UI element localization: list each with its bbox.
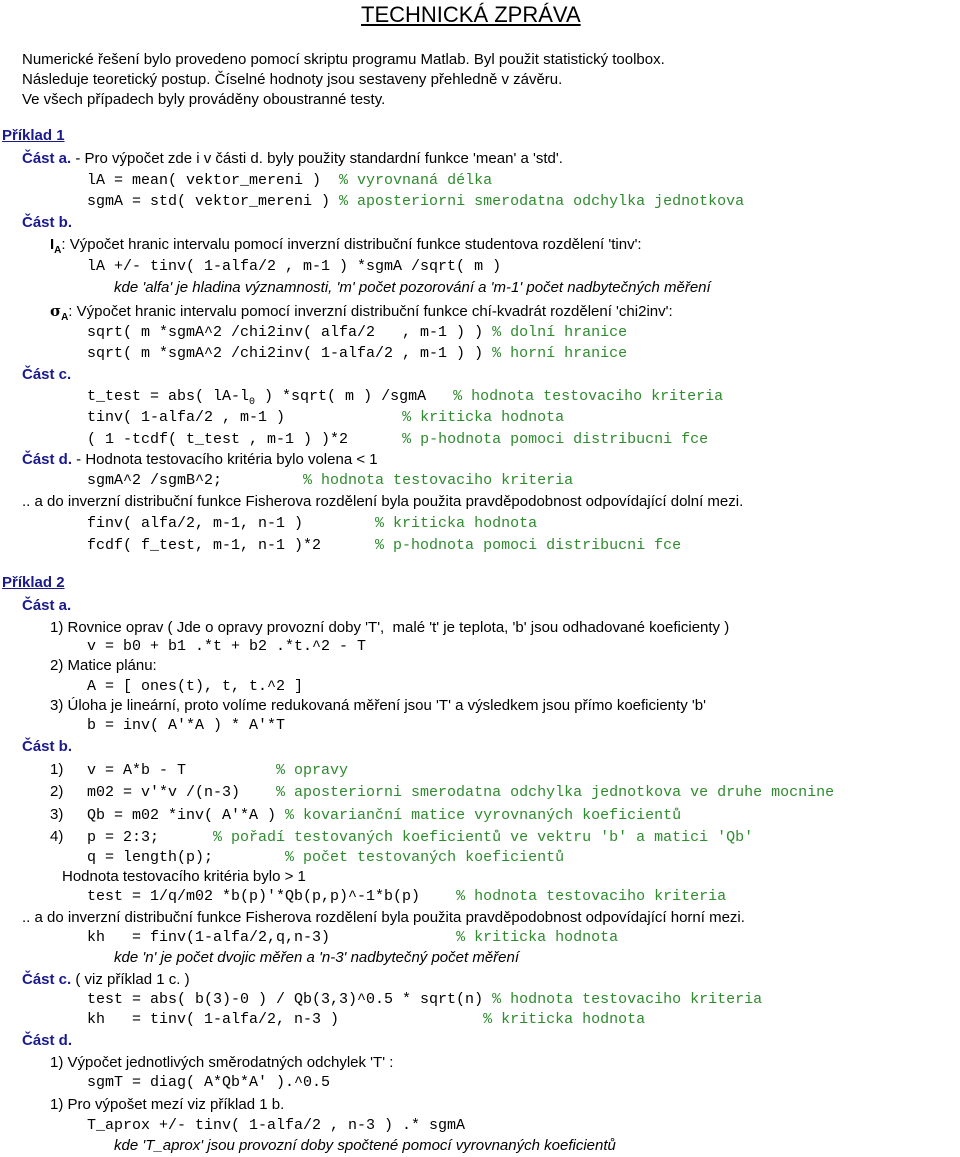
- ex2-b-code-7: [87, 929, 618, 947]
- code: t_test = abs( lA-l: [87, 388, 250, 405]
- code-comment: % kriticka hodnota: [456, 929, 619, 946]
- interval-symbol: I: [50, 236, 55, 253]
- code-comment: % p-hodnota pomoci distribucni fce: [402, 431, 709, 448]
- code: ( 1 -tcdf( t_test , m-1 ) )*2: [87, 431, 403, 448]
- ex1-part-d-text: - Hodnota testovacího kritéria bylo volena < 1: [72, 451, 378, 468]
- ex2-b-text-6: Hodnota testovacího kritéria bylo > 1: [62, 868, 306, 885]
- code-comment: % hodnota testovaciho kriteria: [492, 991, 763, 1008]
- ex1-b-interval-line: [50, 236, 642, 254]
- ex1-part-c-label: Část c.: [22, 366, 72, 383]
- ex2-a-text-3: 3) Úloha je lineární, proto volíme redukovaná měření jsou 'T' a výsledkem jsou přímo koeficienty 'b': [50, 697, 706, 714]
- ex2-d-code-2: T_aprox +/- tinv( 1-alfa/2 , n-3 ) .* sgmA: [87, 1117, 466, 1134]
- code: lA = mean( vektor_mereni ): [87, 172, 340, 189]
- ex2-b-code-5: [87, 849, 564, 867]
- ex1-b-code-1: lA +/- tinv( 1-alfa/2 , m-1 ) *sgmA /sqrt( m ): [87, 258, 502, 275]
- code-comment: % hodnota testovaciho kriteria: [456, 888, 727, 905]
- ex1-d-text-2: .. a do inverzní distribuční funkce Fisherova rozdělení byla použita pravděpodobnost odpovídající dolní mezi.: [22, 493, 744, 510]
- subscript: A: [54, 245, 62, 256]
- ex2-d-text-2: 1) Pro výpošet mezí viz příklad 1 b.: [50, 1096, 285, 1113]
- code-comment: % hodnota testovaciho kriteria: [453, 388, 724, 405]
- ex1-b-code-3: [87, 345, 627, 363]
- ex2-a-text-1: 1) Rovnice oprav ( Jde o opravy provozní doby 'T', malé 't' je teplota, 'b' jsou odhadované koeficienty ): [50, 619, 730, 636]
- code: p = 2:3;: [87, 829, 214, 846]
- code: sqrt( m *sgmA^2 /chi2inv( alfa/2 , m-1 ) ): [87, 324, 493, 341]
- ex2-d-text-1: 1) Výpočet jednotlivých směrodatných odchylek 'T' :: [50, 1054, 394, 1071]
- ex2-a-text-2: 2) Matice plánu:: [50, 657, 157, 674]
- code: sgmA = std( vektor_mereni ): [87, 193, 340, 210]
- ex2-d-code-1: sgmT = diag( A*Qb*A' ).^0.5: [87, 1074, 331, 1091]
- intro-line-1: Numerické řešení bylo provedeno pomocí skriptu programu Matlab. Byl použit statistický toolbox.: [22, 51, 665, 68]
- code-comment: % počet testovaných koeficientů: [285, 849, 565, 866]
- ex2-part-a-label: Část a.: [22, 597, 72, 614]
- ex2-b-code-2: [87, 784, 834, 802]
- ex1-c-code-1: [87, 388, 723, 406]
- ex1-b-note: kde 'alfa' je hladina významnosti, 'm' počet pozorování a 'm-1' počet nadbytečných měření: [114, 279, 711, 296]
- description: : Výpočet hranic intervalu pomocí inverzní distribuční funkce studentova rozdělení 'tinv':: [61, 236, 642, 253]
- ex2-a-code-3: b = inv( A'*A ) * A'*T: [87, 717, 286, 734]
- intro-line-2: Následuje teoretický postup. Číselné hodnoty jsou sestaveny přehledně v závěru.: [22, 71, 563, 88]
- example-2-heading: Příklad 2: [2, 574, 65, 591]
- ex2-a-code-2: A = [ ones(t), t, t.^2 ]: [87, 678, 304, 695]
- sigma-symbol: σ: [50, 302, 62, 320]
- code: ) *sqrt( m ) /sgmA: [255, 388, 454, 405]
- ex2-b-text-7: .. a do inverzní distribuční funkce Fisherova rozdělení byla použita pravděpodobnost odpovídající horní mezi.: [22, 909, 745, 926]
- code: kh = tinv( 1-alfa/2, n-3 ): [87, 1011, 484, 1028]
- ex1-d-code-2: [87, 515, 537, 533]
- code: v = A*b - T: [87, 762, 277, 779]
- ex1-d-code-1: [87, 472, 573, 490]
- ex1-a-code-2: [87, 193, 744, 211]
- code-comment: % opravy: [276, 762, 349, 779]
- code-comment: % horní hranice: [492, 345, 628, 362]
- code: sgmA^2 /sgmB^2;: [87, 472, 304, 489]
- ex1-part-d-line: [22, 451, 378, 469]
- example-1-heading: Příklad 1: [2, 127, 65, 144]
- subscript: 0: [249, 397, 256, 408]
- ex2-part-c-label: Část c.: [22, 971, 72, 988]
- ex2-part-c-line: [22, 971, 190, 989]
- ex1-a-code-1: [87, 172, 492, 190]
- code: sqrt( m *sgmA^2 /chi2inv( 1-alfa/2 , m-1 ) ): [87, 345, 493, 362]
- ex2-b-num-1: 1): [50, 761, 64, 778]
- ex2-b-code-1: [87, 762, 348, 780]
- code: m02 = v'*v /(n-3): [87, 784, 277, 801]
- code-comment: % vyrovnaná délka: [339, 172, 493, 189]
- code: q = length(p);: [87, 849, 286, 866]
- ex2-part-c-text: ( viz příklad 1 c. ): [71, 971, 190, 988]
- code: finv( alfa/2, m-1, n-1 ): [87, 515, 376, 532]
- ex2-c-code-1: [87, 991, 762, 1009]
- ex2-a-code-1: v = b0 + b1 .*t + b2 .*t.^2 - T: [87, 638, 367, 655]
- code-comment: % aposteriorni smerodatna odchylka jednotkova: [339, 193, 745, 210]
- ex2-b-num-4: 4): [50, 828, 64, 845]
- ex2-b-code-4: [87, 829, 753, 847]
- code-comment: % kriticka hodnota: [375, 515, 538, 532]
- ex2-d-note: kde 'T_aprox' jsou provozní doby spočtené pomocí vyrovnaných koeficientů: [114, 1137, 616, 1154]
- code: test = 1/q/m02 *b(p)'*Qb(p,p)^-1*b(p): [87, 888, 457, 905]
- subscript: A: [61, 312, 69, 323]
- ex2-b-num-2: 2): [50, 783, 64, 800]
- code-comment: % hodnota testovaciho kriteria: [303, 472, 574, 489]
- page-title: TECHNICKÁ ZPRÁVA: [361, 2, 581, 27]
- code-comment: % kovarianční matice vyrovnaných koeficientů: [285, 807, 682, 824]
- ex2-b-code-3: [87, 807, 681, 825]
- description: : Výpočet hranic intervalu pomocí inverzní distribuční funkce chí-kvadrát rozdělení 'chi2inv':: [68, 303, 673, 320]
- code: Qb = m02 *inv( A'*A ): [87, 807, 286, 824]
- code-comment: % aposteriorni smerodatna odchylka jednotkova ve druhe mocnine: [276, 784, 835, 801]
- ex2-part-d-label: Část d.: [22, 1032, 73, 1049]
- ex1-part-a-label: Část a.: [22, 150, 72, 167]
- code: fcdf( f_test, m-1, n-1 )*2: [87, 537, 376, 554]
- code: test = abs( b(3)-0 ) / Qb(3,3)^0.5 * sqrt(n): [87, 991, 493, 1008]
- code-comment: % kriticka hodnota: [483, 1011, 646, 1028]
- ex1-c-code-3: [87, 431, 708, 449]
- ex2-b-note: kde 'n' je počet dvojic měřen a 'n-3' nadbytečný počet měření: [114, 949, 520, 966]
- code-comment: % p-hodnota pomoci distribucni fce: [375, 537, 682, 554]
- ex1-b-code-2: [87, 324, 627, 342]
- ex2-c-code-2: [87, 1011, 645, 1029]
- ex1-d-code-3: [87, 537, 681, 555]
- code-comment: % pořadí testovaných koeficientů ve vektru 'b' a matici 'Qb': [213, 829, 754, 846]
- ex2-part-b-label: Část b.: [22, 738, 73, 755]
- ex2-b-num-3: 3): [50, 806, 64, 823]
- ex1-part-b-label: Část b.: [22, 214, 73, 231]
- code: kh = finv(1-alfa/2,q,n-3): [87, 929, 457, 946]
- ex1-c-code-2: [87, 409, 564, 427]
- ex1-part-a-text: - Pro výpočet zde i v části d. byly použity standardní funkce 'mean' a 'std'.: [71, 150, 563, 167]
- intro-line-3: Ve všech případech byly prováděny oboustranné testy.: [22, 91, 386, 108]
- ex1-part-d-label: Část d.: [22, 451, 73, 468]
- code-comment: % dolní hranice: [492, 324, 628, 341]
- code-comment: % kriticka hodnota: [402, 409, 565, 426]
- ex1-part-a-line: [22, 150, 563, 168]
- ex2-b-code-6: [87, 888, 726, 906]
- code: tinv( 1-alfa/2 , m-1 ): [87, 409, 403, 426]
- ex1-b-sigma-line: [50, 302, 673, 321]
